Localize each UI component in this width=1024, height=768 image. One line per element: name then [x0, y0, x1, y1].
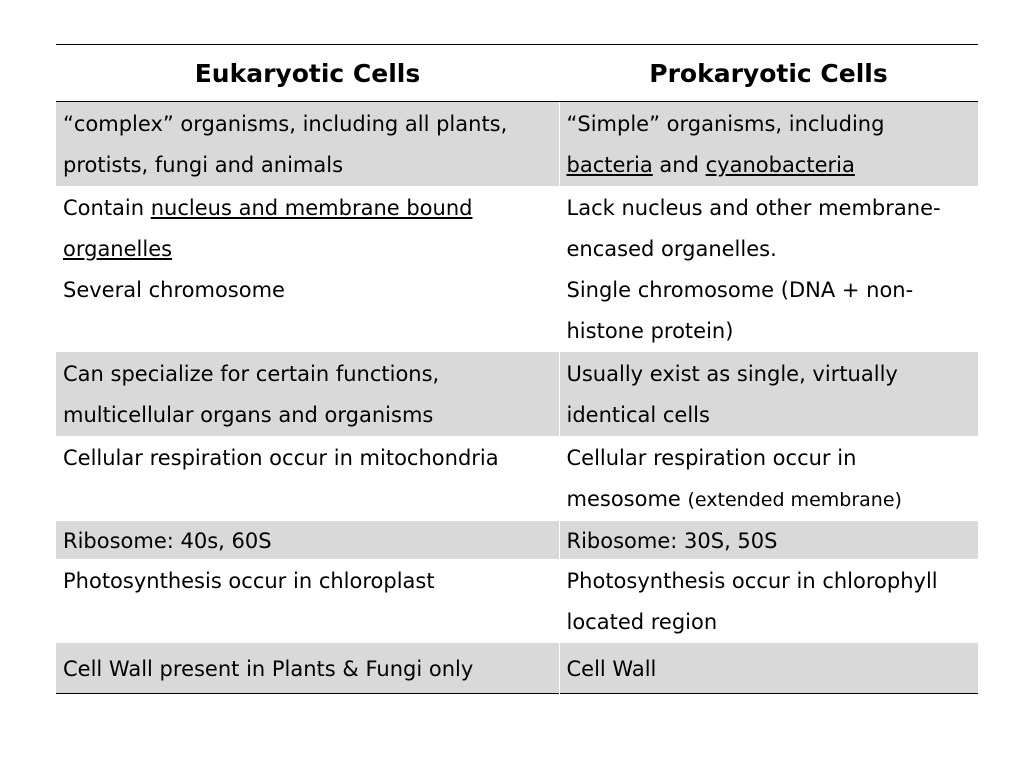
cyanobacteria-term: cyanobacteria: [705, 153, 855, 177]
cell-prokaryotic-ribosome: [559, 521, 978, 559]
table-row: [56, 186, 978, 352]
cell-prokaryotic-cell-wall: [559, 643, 978, 694]
nucleus-term: nucleus and membrane bound organelles: [63, 196, 473, 261]
cell-eukaryotic-cell-wall: [56, 643, 559, 694]
cell-text: “Simple” organisms, including: [566, 112, 885, 136]
comparison-table: [56, 44, 978, 694]
cell-text: and: [652, 153, 706, 177]
cell-eukaryotic-photosynthesis: [56, 559, 559, 643]
cell-text: Ribosome: 30S, 50S: [566, 529, 778, 553]
bacteria-term: bacteria: [566, 153, 653, 177]
cell-eukaryotic-ribosome: [56, 521, 559, 559]
cell-text: Photosynthesis occur in chloroplast: [63, 569, 435, 593]
cell-text: Can specialize for certain functions, multicellular organs and organisms: [63, 362, 440, 427]
table-row: [56, 643, 978, 694]
table-row: [56, 102, 978, 187]
cell-text: Contain: [63, 196, 151, 220]
cell-text: Lack nucleus and other membrane-encased organelles.: [566, 196, 941, 261]
table-row: [56, 436, 978, 521]
cell-prokaryotic-photosynthesis: [559, 559, 978, 643]
table-header-row: [56, 45, 978, 102]
cell-text: Cellular respiration occur in mesosome: [566, 446, 857, 511]
header-prokaryotic: Prokaryotic Cells: [559, 45, 978, 102]
cell-paragraph: [63, 188, 553, 270]
table-row: [56, 352, 978, 436]
cell-note: (extended membrane): [687, 489, 902, 511]
cell-text: Several chromosome: [63, 278, 285, 302]
cell-text: Usually exist as single, virtually identical cells: [566, 362, 898, 427]
cell-prokaryotic-respiration: [559, 436, 978, 521]
cell-text: Single chromosome (DNA + non-histone protein): [566, 278, 914, 343]
cell-text: Cell Wall: [566, 657, 657, 681]
cell-prokaryotic-organisms: [559, 102, 978, 187]
header-eukaryotic: Eukaryotic Cells: [56, 45, 559, 102]
table-row: [56, 521, 978, 559]
cell-text: “complex” organisms, including all plants, protists, fungi and animals: [63, 112, 508, 177]
cell-eukaryotic-organisms: [56, 102, 559, 187]
cell-text: Cellular respiration occur in mitochondria: [63, 446, 499, 470]
cell-prokaryotic-single: [559, 352, 978, 436]
cell-text: Photosynthesis occur in chlorophyll located region: [566, 569, 938, 634]
cell-eukaryotic-respiration: [56, 436, 559, 521]
cell-prokaryotic-nucleus: [559, 186, 978, 352]
table-row: [56, 559, 978, 643]
cell-eukaryotic-specialize: [56, 352, 559, 436]
cell-eukaryotic-nucleus: [56, 186, 559, 352]
cell-text: Ribosome: 40s, 60S: [63, 529, 272, 553]
cell-text: Cell Wall present in Plants & Fungi only: [63, 657, 474, 681]
